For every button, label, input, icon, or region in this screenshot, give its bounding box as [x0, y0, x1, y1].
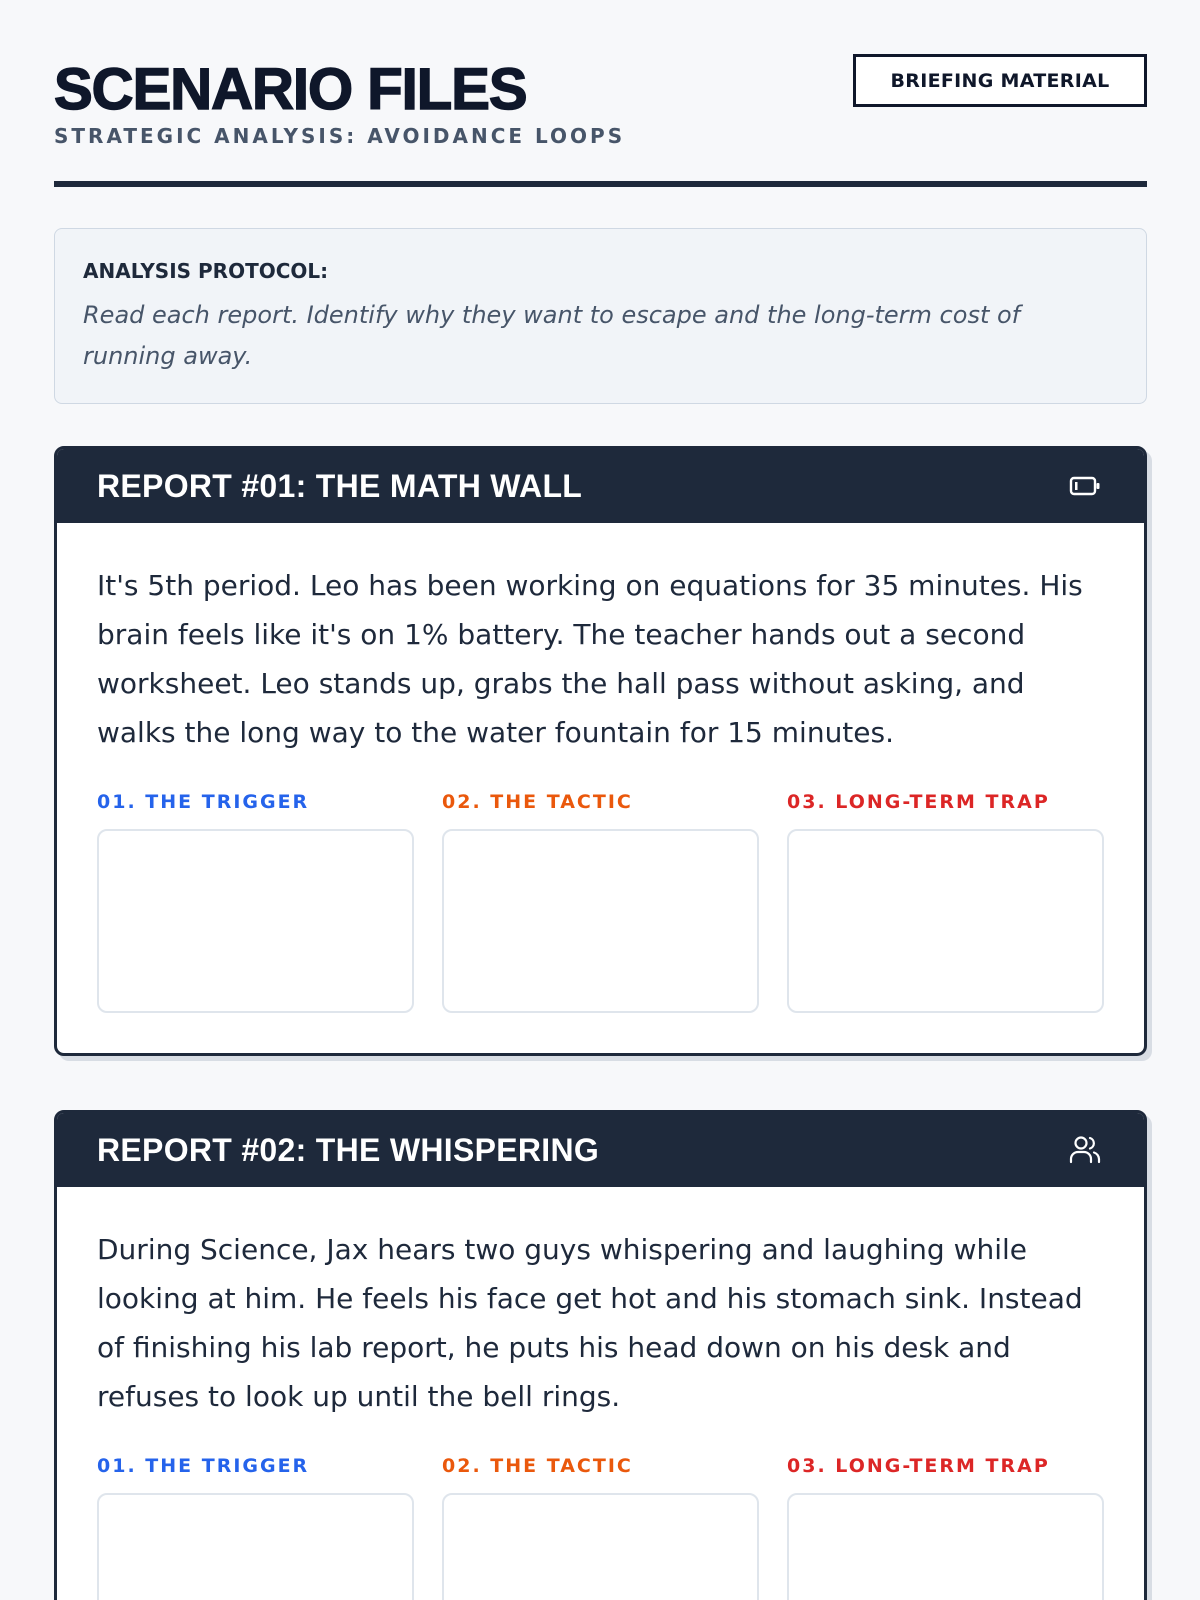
tactic-answer-box[interactable] — [442, 1493, 759, 1600]
report-header — [57, 1113, 1144, 1187]
report-header — [57, 449, 1144, 523]
protocol-text: Read each report. Identify why they want to escape and the long-term cost of running away. — [83, 301, 1021, 370]
briefing-badge: BRIEFING MATERIAL — [853, 54, 1147, 107]
tactic-answer-box[interactable] — [442, 829, 759, 1013]
report-title: REPORT #02: THE WHISPERING — [97, 1131, 600, 1168]
trap-label: 03. LONG-TERM TRAP — [787, 791, 1050, 813]
trap-field — [787, 1455, 1104, 1600]
protocol-box — [54, 228, 1147, 404]
scenario-text: It's 5th period. Leo has been working on equations for 35 minutes. His brain feels like it's on 1% battery. The teacher hands out a second worksheet. Leo stands up, grabs the hall pass without asking, and walks the long way to the water fountain for 15 minutes. — [97, 569, 1083, 749]
tactic-label: 02. THE TACTIC — [442, 791, 633, 813]
trap-answer-box[interactable] — [787, 829, 1104, 1013]
trap-answer-box[interactable] — [787, 1493, 1104, 1600]
trigger-field — [97, 1455, 414, 1600]
trigger-label: 01. THE TRIGGER — [97, 1455, 310, 1477]
tactic-field — [442, 1455, 759, 1600]
trigger-label: 01. THE TRIGGER — [97, 791, 310, 813]
trigger-field — [97, 791, 414, 1013]
page-title: SCENARIO FILES — [54, 57, 527, 122]
analysis-fields — [97, 791, 1104, 1013]
trap-field — [787, 791, 1104, 1013]
worksheet-page — [54, 0, 1147, 1600]
users-icon — [1068, 1133, 1102, 1167]
report-card-01 — [54, 446, 1147, 1056]
tactic-field — [442, 791, 759, 1013]
tactic-label: 02. THE TACTIC — [442, 1455, 633, 1477]
protocol-label: ANALYSIS PROTOCOL: — [83, 259, 329, 283]
report-card-02 — [54, 1110, 1147, 1600]
trigger-answer-box[interactable] — [97, 1493, 414, 1600]
scenario-text: During Science, Jax hears two guys whispering and laughing while looking at him. He feels his face get hot and his stomach sink. Instead of finishing his lab report, he puts his head down on his desk and refuses to look up until the bell rings. — [97, 1233, 1083, 1413]
trap-label: 03. LONG-TERM TRAP — [787, 1455, 1050, 1477]
page-header — [54, 0, 1147, 186]
trigger-answer-box[interactable] — [97, 829, 414, 1013]
report-body — [57, 523, 1144, 1053]
report-title: REPORT #01: THE MATH WALL — [97, 467, 583, 504]
header-divider — [54, 181, 1147, 187]
report-body — [57, 1187, 1144, 1600]
analysis-fields — [97, 1455, 1104, 1600]
battery-icon — [1068, 469, 1102, 503]
page-subtitle: STRATEGIC ANALYSIS: AVOIDANCE LOOPS — [54, 124, 626, 148]
